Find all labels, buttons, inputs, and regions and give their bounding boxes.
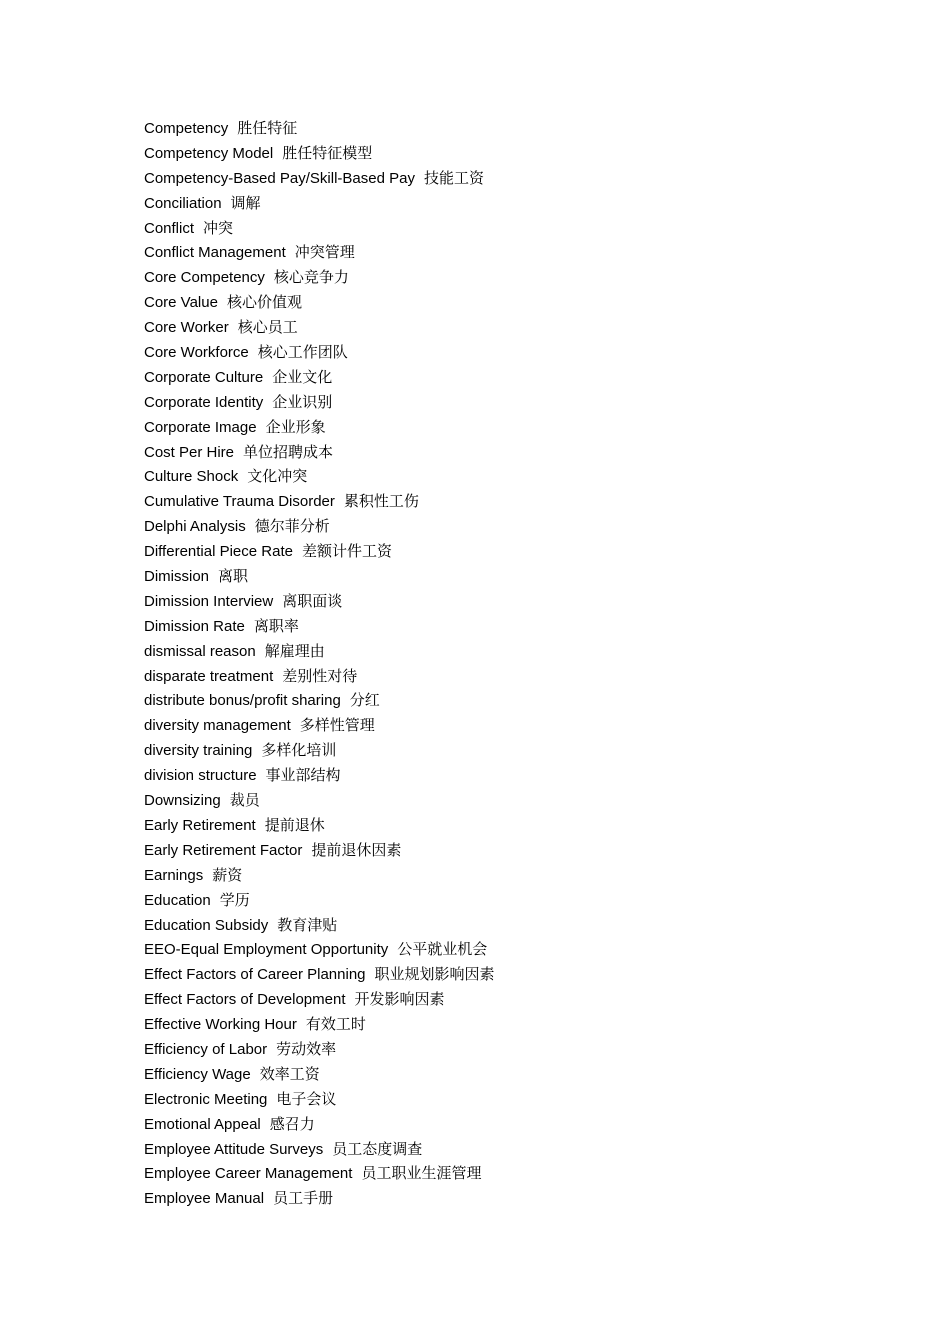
term-english: Downsizing [144, 792, 221, 810]
glossary-entry [144, 240, 495, 265]
term-chinese: 员工手册 [273, 1189, 334, 1208]
term-english: Corporate Identity [144, 393, 264, 411]
term-chinese: 提前退休 [264, 815, 325, 834]
term-chinese: 感召力 [269, 1114, 315, 1133]
term-chinese: 胜任特征 [237, 119, 298, 137]
glossary-entry [144, 1012, 495, 1037]
term-english: Education [144, 891, 211, 909]
term-chinese: 核心员工 [237, 318, 298, 337]
term-english: Employee Manual [144, 1190, 265, 1208]
term-chinese: 事业部结构 [265, 766, 341, 785]
term-english: Electronic Meeting [144, 1090, 268, 1108]
term-chinese: 差别性对待 [282, 666, 358, 685]
term-chinese: 离职 [218, 567, 249, 586]
term-english: Earnings [144, 866, 204, 884]
term-chinese: 电子会议 [276, 1089, 337, 1108]
glossary-entry [144, 589, 495, 614]
term-chinese: 调解 [230, 193, 261, 212]
glossary-entry [144, 116, 495, 141]
term-english: Emotional Appeal [144, 1115, 261, 1133]
term-chinese: 多样化培训 [261, 741, 337, 760]
term-chinese: 累积性工伤 [343, 492, 419, 511]
term-chinese: 企业识别 [272, 392, 333, 411]
glossary-entry [144, 962, 495, 987]
term-chinese: 效率工资 [259, 1064, 320, 1083]
term-english: Conflict [144, 219, 195, 237]
term-english: EEO-Equal Employment Opportunity [144, 941, 389, 959]
term-chinese: 差额计件工资 [301, 542, 392, 561]
term-chinese: 公平就业机会 [397, 940, 488, 959]
glossary-entry [144, 390, 495, 415]
term-english: Competency-Based Pay/Skill-Based Pay [144, 169, 415, 187]
term-english: Early Retirement Factor [144, 841, 303, 859]
term-english: Corporate Culture [144, 368, 264, 386]
term-english: division structure [144, 767, 257, 785]
glossary-entry [144, 415, 495, 440]
glossary-entry [144, 1087, 495, 1112]
term-chinese: 分红 [349, 691, 380, 710]
glossary-entry [144, 863, 495, 888]
term-english: Corporate Image [144, 418, 257, 436]
term-english: Conciliation [144, 194, 222, 212]
glossary-entry [144, 937, 495, 962]
glossary-entry [144, 688, 495, 713]
glossary-entry [144, 315, 495, 340]
term-english: diversity training [144, 742, 253, 760]
glossary-entry [144, 639, 495, 664]
term-chinese: 胜任特征模型 [282, 143, 373, 162]
term-chinese: 离职面谈 [282, 591, 343, 610]
term-english: Employee Attitude Surveys [144, 1140, 324, 1158]
glossary-entry [144, 539, 495, 564]
term-chinese: 开发影响因素 [354, 990, 445, 1009]
term-chinese: 技能工资 [423, 168, 484, 187]
term-english: disparate treatment [144, 667, 274, 685]
term-chinese: 裁员 [229, 791, 260, 810]
term-chinese: 企业文化 [272, 367, 333, 386]
term-chinese: 核心价值观 [226, 293, 302, 312]
glossary-entry [144, 614, 495, 639]
term-chinese: 员工职业生涯管理 [361, 1164, 482, 1183]
glossary-term-list [144, 116, 495, 1211]
glossary-entry [144, 440, 495, 465]
term-chinese: 冲突 [203, 218, 234, 237]
term-english: Core Worker [144, 319, 229, 337]
term-english: Culture Shock [144, 468, 239, 486]
glossary-entry [144, 365, 495, 390]
glossary-entry [144, 1062, 495, 1087]
term-english: Effect Factors of Development [144, 991, 346, 1009]
glossary-entry [144, 713, 495, 738]
term-chinese: 员工态度调查 [332, 1139, 423, 1158]
glossary-entry [144, 664, 495, 689]
term-english: Employee Career Management [144, 1165, 353, 1183]
term-chinese: 有效工时 [305, 1015, 366, 1034]
term-chinese: 单位招聘成本 [243, 442, 334, 461]
term-chinese: 文化冲突 [247, 467, 308, 486]
glossary-entry [144, 838, 495, 863]
glossary-entry [144, 141, 495, 166]
term-english: Core Value [144, 294, 218, 312]
term-english: Cost Per Hire [144, 443, 235, 461]
term-english: Dimission Interview [144, 592, 274, 610]
glossary-entry [144, 1037, 495, 1062]
term-chinese: 企业形象 [265, 417, 326, 436]
term-chinese: 冲突管理 [294, 243, 355, 262]
term-english: Differential Piece Rate [144, 543, 293, 561]
glossary-entry [144, 1161, 495, 1186]
glossary-entry [144, 191, 495, 216]
term-english: distribute bonus/profit sharing [144, 692, 341, 710]
glossary-entry [144, 913, 495, 938]
term-english: Core Workforce [144, 344, 249, 362]
glossary-entry [144, 1112, 495, 1137]
glossary-entry [144, 788, 495, 813]
term-english: Conflict Management [144, 244, 286, 262]
glossary-entry [144, 564, 495, 589]
glossary-entry [144, 216, 495, 241]
glossary-entry [144, 888, 495, 913]
term-english: Efficiency Wage [144, 1065, 251, 1083]
term-english: Effect Factors of Career Planning [144, 966, 366, 984]
term-english: diversity management [144, 717, 291, 735]
term-chinese: 核心竞争力 [273, 268, 349, 287]
glossary-entry [144, 290, 495, 315]
glossary-entry [144, 489, 495, 514]
term-chinese: 德尔菲分析 [254, 517, 330, 536]
glossary-entry [144, 763, 495, 788]
term-english: dismissal reason [144, 642, 256, 660]
term-chinese: 离职率 [253, 616, 299, 635]
term-english: Education Subsidy [144, 916, 269, 934]
term-english: Delphi Analysis [144, 518, 246, 536]
glossary-entry [144, 987, 495, 1012]
glossary-entry [144, 813, 495, 838]
term-english: Effective Working Hour [144, 1016, 297, 1034]
glossary-entry [144, 1137, 495, 1162]
term-chinese: 提前退休因素 [311, 840, 402, 859]
glossary-entry [144, 340, 495, 365]
term-english: Competency Model [144, 144, 274, 162]
term-english: Core Competency [144, 269, 265, 287]
term-english: Dimission Rate [144, 617, 245, 635]
term-english: Efficiency of Labor [144, 1040, 268, 1058]
glossary-entry [144, 514, 495, 539]
term-chinese: 劳动效率 [276, 1039, 337, 1058]
term-chinese: 多样性管理 [299, 716, 375, 735]
glossary-entry [144, 738, 495, 763]
term-english: Dimission [144, 568, 210, 586]
term-chinese: 学历 [219, 890, 250, 909]
term-english: Competency [144, 120, 229, 137]
glossary-entry [144, 464, 495, 489]
term-chinese: 职业规划影响因素 [374, 965, 495, 984]
term-chinese: 教育津贴 [277, 915, 338, 934]
term-chinese: 解雇理由 [264, 641, 325, 660]
glossary-entry [144, 1186, 495, 1211]
term-english: Early Retirement [144, 816, 256, 834]
glossary-entry [144, 166, 495, 191]
term-chinese: 薪资 [212, 865, 243, 884]
term-chinese: 核心工作团队 [257, 343, 348, 362]
term-english: Cumulative Trauma Disorder [144, 493, 335, 511]
glossary-entry [144, 265, 495, 290]
